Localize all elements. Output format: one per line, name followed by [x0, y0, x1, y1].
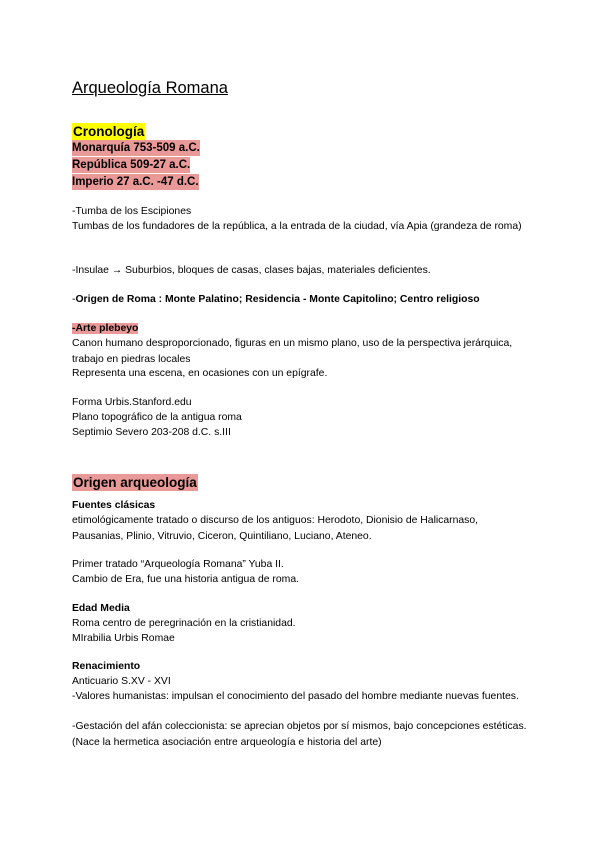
- cronologia-heading: Cronología: [73, 124, 145, 139]
- escipiones-text: Tumbas de los fundadores de la república, a la entrada de la ciudad, vía Apia (grandeza de roma): [72, 221, 522, 232]
- period-imperio: Imperio 27 a.C. -47 d.C.: [72, 176, 199, 188]
- arte-plebeyo-heading-line: [72, 321, 532, 337]
- renacimiento-line2: -Valores humanistas: impulsan el conocimiento del pasado del hombre mediante nuevas fuentes.: [72, 691, 519, 702]
- tratado-line1: Primer tratado “Arqueología Romana” Yuba II.: [72, 559, 284, 570]
- forma-urbis-line1: Forma Urbis.Stanford.edu: [72, 397, 192, 408]
- arte-plebeyo-text: Canon humano desproporcionado, figuras en un mismo plano, uso de la perspectiva jerárquica, trabajo en piedras locales: [72, 338, 513, 365]
- renacimiento-heading: Renacimiento: [72, 661, 141, 672]
- insulae-text: -Insulae → Suburbios, bloques de casas, clases bajas, materiales deficientes.: [72, 265, 431, 276]
- origen-arqueologia-heading: Origen arqueología: [73, 475, 197, 490]
- renacimiento-line3: -Gestación del afán coleccionista: se aprecian objetos por sí mismos, bajo concepciones estéticas. (Nace la hermetica asociación entre arqueología e historia del arte): [72, 721, 527, 748]
- origen-roma-line: [72, 292, 532, 308]
- period-republica: República 509-27 a.C.: [72, 159, 191, 171]
- edad-media-line2: MIrabilia Urbis Romae: [72, 633, 175, 644]
- edad-media-line1: Roma centro de peregrinación en la cristianidad.: [72, 618, 296, 629]
- period-monarquia: Monarquía 753-509 a.C.: [72, 142, 200, 154]
- edad-media-heading: Edad Media: [72, 603, 130, 614]
- fuentes-text: etimológicamente tratado o discurso de los antiguos: Herodoto, Dionisio de Halicarnaso, Pausanias, Plinio, Vitruvio, Ciceron, Quintiliano, Luciano, Ateneo.: [72, 515, 479, 542]
- escipiones-title: -Tumba de los Escipiones: [72, 206, 192, 217]
- arte-plebeyo-line2: Representa una escena, en ocasiones con un epígrafe.: [72, 368, 328, 379]
- forma-urbis-line3: Septimio Severo 203-208 d.C. s.III: [72, 427, 231, 438]
- fuentes-heading: Fuentes clásicas: [72, 500, 156, 511]
- arte-plebeyo-heading: -Arte plebeyo: [72, 323, 139, 334]
- renacimiento-line1: Anticuario S.XV - XVI: [72, 676, 171, 687]
- origen-roma-prefix: -: [72, 294, 76, 305]
- tratado-line2: Cambio de Era, fue una historia antigua de roma.: [72, 574, 299, 585]
- document-title: Arqueología Romana: [72, 79, 228, 97]
- origen-roma-text: Origen de Roma : Monte Palatino; Residencia - Monte Capitolino; Centro religioso: [75, 294, 480, 305]
- forma-urbis-line2: Plano topográfico de la antigua roma: [72, 412, 242, 423]
